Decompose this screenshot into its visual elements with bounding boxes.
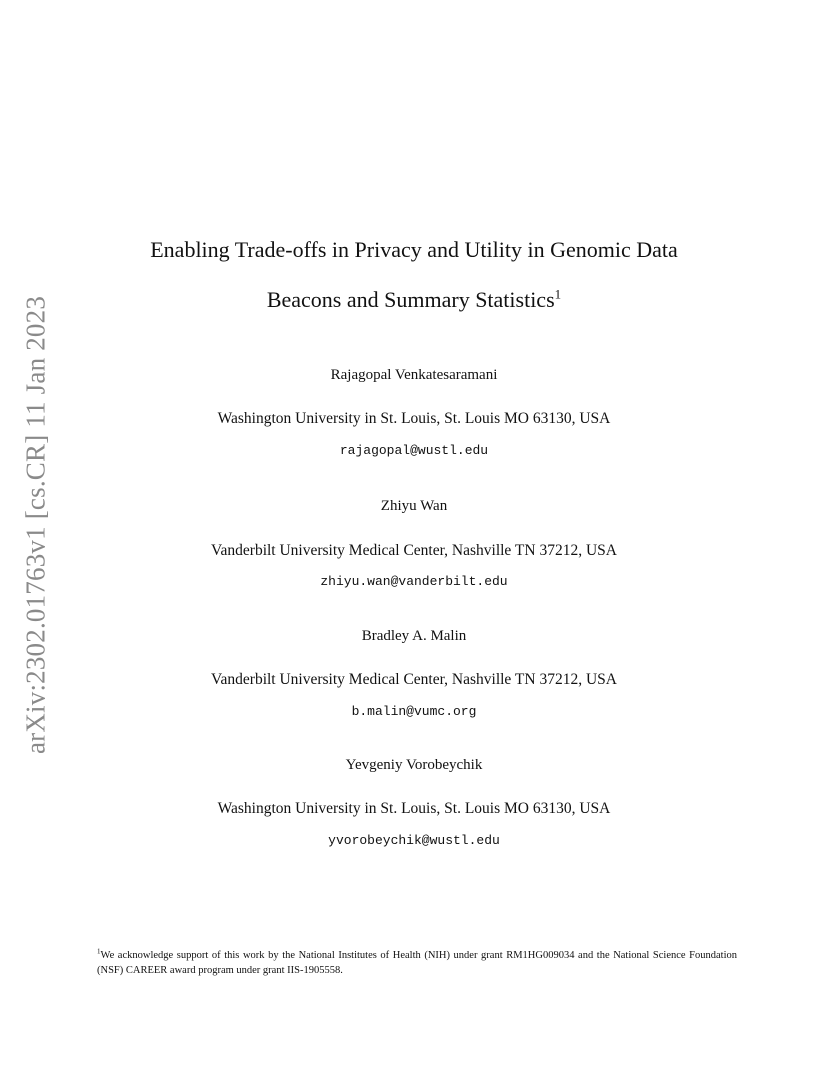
- author-email: yvorobeychik@wustl.edu: [328, 833, 500, 848]
- author-name: Zhiyu Wan: [380, 498, 448, 514]
- title-text-2: Beacons and Summary Statistics: [266, 287, 555, 312]
- author-affiliation: Vanderbilt University Medical Center, Nashville TN 37212, USA: [211, 542, 617, 559]
- arxiv-identifier-stamp: arXiv:2302.01763v1 [cs.CR] 11 Jan 2023: [20, 295, 51, 755]
- paper-title-line-1: [0, 237, 828, 263]
- author-affiliation: Washington University in St. Louis, St. Louis MO 63130, USA: [217, 410, 611, 427]
- title-text-1: Enabling Trade-offs in Privacy and Utility in Genomic Data: [150, 237, 678, 262]
- title-footnote-mark: 1: [554, 286, 562, 302]
- author-email: zhiyu.wan@vanderbilt.edu: [320, 574, 508, 589]
- author-affiliation: Washington University in St. Louis, St. Louis MO 63130, USA: [217, 800, 611, 817]
- author-name: Bradley A. Malin: [361, 628, 467, 644]
- author-name: Yevgeniy Vorobeychik: [345, 757, 483, 773]
- author-name: Rajagopal Venkatesaramani: [330, 367, 498, 383]
- author-affiliation: Vanderbilt University Medical Center, Nashville TN 37212, USA: [211, 671, 617, 688]
- paper-title-line-2: [0, 287, 828, 313]
- footnote-text: We acknowledge support of this work by the National Institutes of Health (NIH) under grant RM1HG009034 and the National Science Foundation (NSF) CAREER award program under grant IIS-1905558.: [97, 950, 737, 976]
- author-email: b.malin@vumc.org: [351, 704, 477, 719]
- acknowledgement-footnote: [97, 948, 737, 978]
- footnote-mark: 1: [97, 947, 101, 956]
- author-email: rajagopal@wustl.edu: [339, 443, 489, 458]
